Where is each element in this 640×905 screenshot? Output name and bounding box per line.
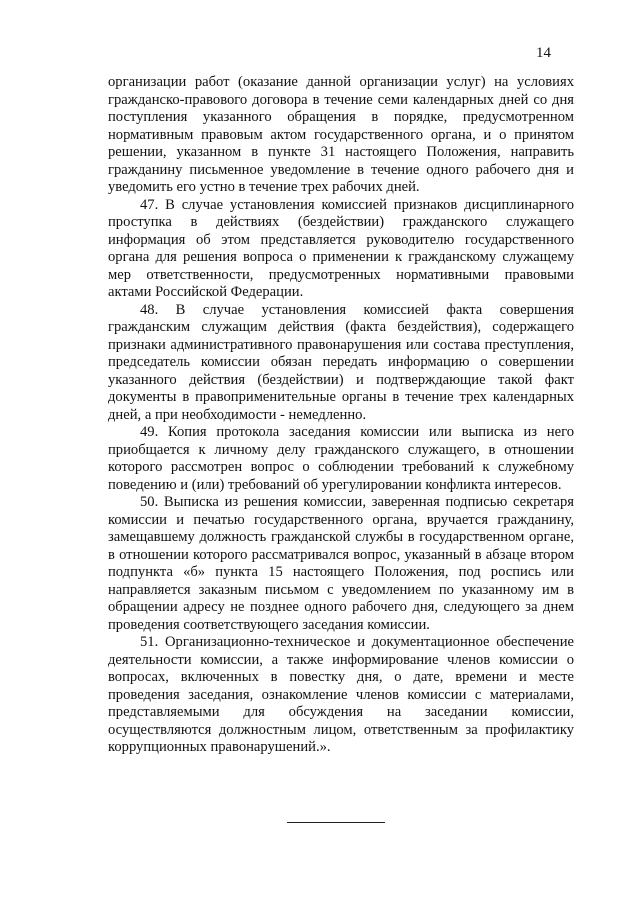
paragraph-51: 51. Организационно-техническое и документационное обеспечение деятельности комиссии, а также информирование членов комиссии о вопросах, включенных в повестку дня, о дате, времени и месте проведения заседания, ознакомление членов комиссии с материалами, представляемыми для обсуждения на заседании комиссии, осуществляются должностным лицом, ответственным за профилактику коррупционных правонарушений.».: [108, 634, 574, 755]
paragraph-48: 48. В случае установления комиссией факта совершения гражданским служащим действия (факта бездействия), содержащего признаки административного правонарушения или состава преступления, председатель комиссии обязан передать информацию о совершении указанного действия (бездействии) и подтверждающие такой факт документы в правоприменительные органы в течение трех календарных дней, а при необходимости - немедленно.: [108, 301, 574, 423]
paragraph-50: 50. Выписка из решения комиссии, заверенная подписью секретаря комиссии и печатью государственного органа, вручается гражданину, замещавшему должность гражданской службы в государственном органе, в отношении которого рассматривался вопрос, указанный в абзаце втором подпункта «б» пункта 15 настоящего Положения, под роспись или направляется заказным письмом с уведомлением по указанному им в обращении адресу не позднее одного рабочего дня, следующего за днем проведения соответствующего заседания комиссии.: [108, 494, 574, 633]
paragraph-continuation: организации работ (оказание данной организации услуг) на условиях гражданско-правового договора в течение семи календарных дней со дня поступления указанного обращения в порядке, предусмотренном нормативным правовым актом государственного органа, и о принятом решении, указанном в пункте 31 настоящего Положения, направить гражданину письменное уведомление в течение одного рабочего дня и уведомить его устно в течение трех рабочих дней.: [108, 74, 574, 195]
paragraph-49: 49. Копия протокола заседания комиссии или выписка из него приобщается к личному делу гражданского служащего, в отношении которого рассмотрен вопрос о соблюдении требований к служебному поведению и (или) требований об урегулировании конфликта интересов.: [108, 424, 574, 493]
document-body: [108, 74, 574, 757]
page-number: 14: [536, 45, 551, 61]
paragraph-47: 47. В случае установления комиссией признаков дисциплинарного проступка в действиях (бездействии) гражданского служащего информация об этом представляется руководителю государственного органа для решения вопроса о применении к гражданскому служащему мер ответственности, предусмотренных нормативными правовыми актами Российской Федерации.: [108, 196, 574, 300]
closing-separator-line: [287, 822, 385, 823]
